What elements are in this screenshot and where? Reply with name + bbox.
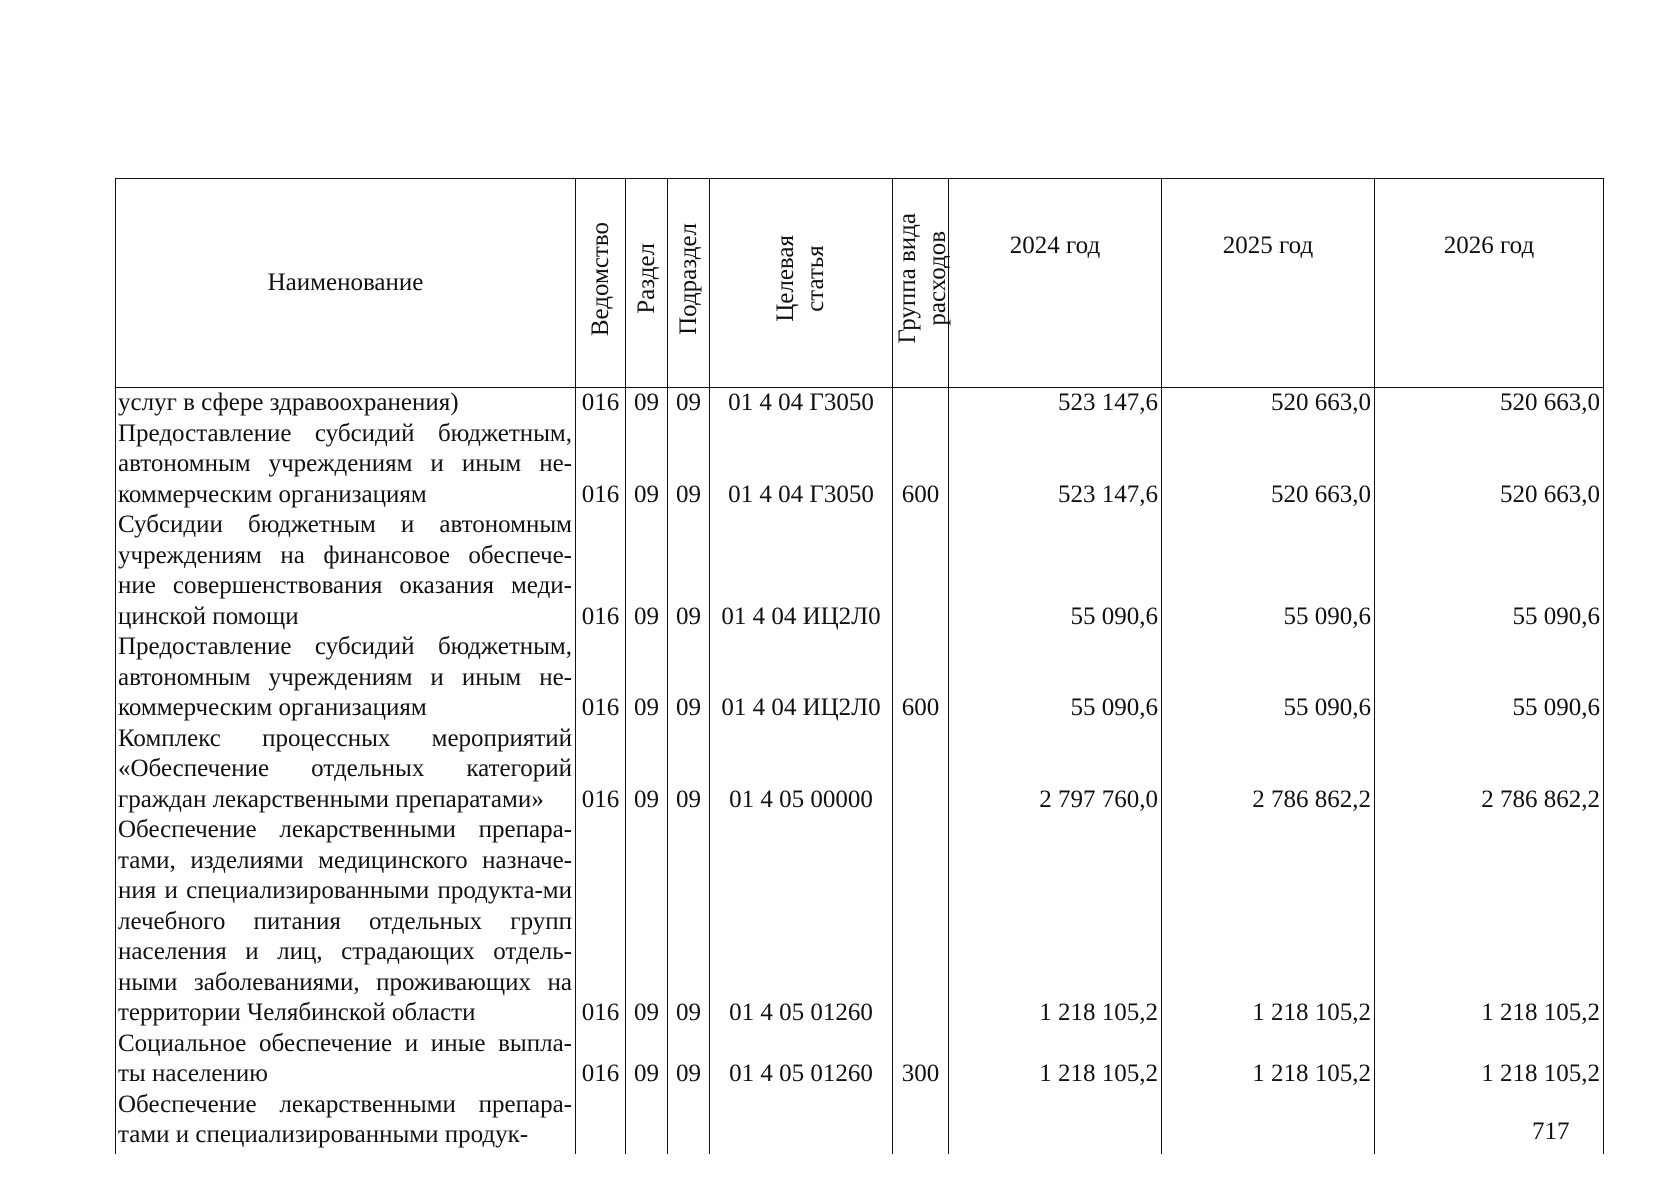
table-row [116, 724, 1604, 816]
row-tselevaya-statya: 01 4 05 00000 [710, 724, 893, 816]
row-razdel: 09 [626, 1029, 668, 1090]
row-tselevaya-statya: 01 4 04 Г3050 [710, 388, 893, 419]
row-razdel: 09 [626, 510, 668, 632]
budget-table-wrapper [115, 178, 1603, 1154]
row-2026: 1 218 105,2 [1375, 1029, 1604, 1090]
row-name: Субсидии бюджетным и автономным учреждениям на финансовое обеспече-ние совершенствования оказания меди-цинской помощи [116, 510, 576, 632]
row-name: услуг в сфере здравоохранения) [116, 388, 576, 419]
row-razdel: 09 [626, 419, 668, 511]
row-gruppa [893, 388, 949, 419]
row-podrazdel: 09 [668, 724, 710, 816]
row-2024: 523 147,6 [949, 419, 1162, 511]
row-2024: 55 090,6 [949, 510, 1162, 632]
header-tselevaya-statya: Целевая статья [710, 179, 893, 388]
row-podrazdel: 09 [668, 632, 710, 724]
table-header [116, 179, 1604, 388]
row-gruppa: 600 [893, 419, 949, 511]
row-vedomstvo [576, 1090, 626, 1154]
page-number: 717 [1532, 1118, 1570, 1145]
header-razdel: Раздел [626, 179, 668, 388]
row-2026: 520 663,0 [1375, 419, 1604, 511]
row-vedomstvo: 016 [576, 632, 626, 724]
header-vedomstvo: Ведомство [576, 179, 626, 388]
row-2025 [1162, 1090, 1375, 1154]
row-gruppa: 300 [893, 1029, 949, 1090]
row-gruppa [893, 724, 949, 816]
row-tselevaya-statya: 01 4 04 ИЦ2Л0 [710, 510, 893, 632]
header-name: Наименование [116, 179, 576, 388]
header-gruppa-vida-rashodov: Группа вида расходов [893, 179, 949, 388]
row-tselevaya-statya [710, 1090, 893, 1154]
table-row [116, 815, 1604, 1029]
row-2025: 520 663,0 [1162, 388, 1375, 419]
row-vedomstvo: 016 [576, 419, 626, 511]
row-razdel [626, 1090, 668, 1154]
row-gruppa [893, 815, 949, 1029]
row-2026: 55 090,6 [1375, 632, 1604, 724]
table-row [116, 510, 1604, 632]
row-razdel: 09 [626, 388, 668, 419]
table-row [116, 1029, 1604, 1090]
row-name: Социальное обеспечение и иные выпла-ты населению [116, 1029, 576, 1090]
table-body [116, 388, 1604, 1154]
row-2026: 55 090,6 [1375, 510, 1604, 632]
row-gruppa [893, 1090, 949, 1154]
row-2024: 523 147,6 [949, 388, 1162, 419]
budget-table [115, 178, 1604, 1154]
header-podrazdel: Подраздел [668, 179, 710, 388]
row-name: Предоставление субсидий бюджетным, автономным учреждениям и иным не-коммерческим организациям [116, 632, 576, 724]
row-2025: 55 090,6 [1162, 632, 1375, 724]
row-2024: 2 797 760,0 [949, 724, 1162, 816]
row-2025: 1 218 105,2 [1162, 815, 1375, 1029]
row-podrazdel: 09 [668, 1029, 710, 1090]
row-2024: 1 218 105,2 [949, 1029, 1162, 1090]
row-tselevaya-statya: 01 4 04 Г3050 [710, 419, 893, 511]
row-vedomstvo: 016 [576, 815, 626, 1029]
row-podrazdel: 09 [668, 815, 710, 1029]
row-podrazdel: 09 [668, 510, 710, 632]
row-podrazdel: 09 [668, 388, 710, 419]
header-year-2025: 2025 год [1162, 179, 1375, 388]
row-name: Обеспечение лекарственными препара-тами, изделиями медицинского назначе-ния и специализированными продукта-ми лечебного питания отдельных групп населения и лиц, страдающих отдель-ными заболеваниями, проживающих на территории Челябинской области [116, 815, 576, 1029]
row-razdel: 09 [626, 632, 668, 724]
row-razdel: 09 [626, 724, 668, 816]
row-2025: 55 090,6 [1162, 510, 1375, 632]
row-name: Предоставление субсидий бюджетным, автономным учреждениям и иным не-коммерческим организациям [116, 419, 576, 511]
row-razdel: 09 [626, 815, 668, 1029]
row-2025: 520 663,0 [1162, 419, 1375, 511]
table-row [116, 419, 1604, 511]
row-tselevaya-statya: 01 4 05 01260 [710, 1029, 893, 1090]
row-2024: 55 090,6 [949, 632, 1162, 724]
table-row [116, 1090, 1604, 1154]
row-tselevaya-statya: 01 4 04 ИЦ2Л0 [710, 632, 893, 724]
row-name: Обеспечение лекарственными препара-тами и специализированными продук- [116, 1090, 576, 1154]
row-2025: 1 218 105,2 [1162, 1029, 1375, 1090]
row-2024: 1 218 105,2 [949, 815, 1162, 1029]
row-vedomstvo: 016 [576, 724, 626, 816]
row-gruppa [893, 510, 949, 632]
row-tselevaya-statya: 01 4 05 01260 [710, 815, 893, 1029]
row-2026: 1 218 105,2 [1375, 815, 1604, 1029]
row-vedomstvo: 016 [576, 388, 626, 419]
header-year-2026: 2026 год [1375, 179, 1604, 388]
row-vedomstvo: 016 [576, 1029, 626, 1090]
row-vedomstvo: 016 [576, 510, 626, 632]
row-podrazdel [668, 1090, 710, 1154]
row-podrazdel: 09 [668, 419, 710, 511]
header-year-2024: 2024 год [949, 179, 1162, 388]
row-name: Комплекс процессных мероприятий «Обеспечение отдельных категорий граждан лекарственными препаратами» [116, 724, 576, 816]
row-2025: 2 786 862,2 [1162, 724, 1375, 816]
row-2024 [949, 1090, 1162, 1154]
row-2026: 520 663,0 [1375, 388, 1604, 419]
row-2026: 2 786 862,2 [1375, 724, 1604, 816]
row-gruppa: 600 [893, 632, 949, 724]
table-row [116, 632, 1604, 724]
table-row [116, 388, 1604, 419]
